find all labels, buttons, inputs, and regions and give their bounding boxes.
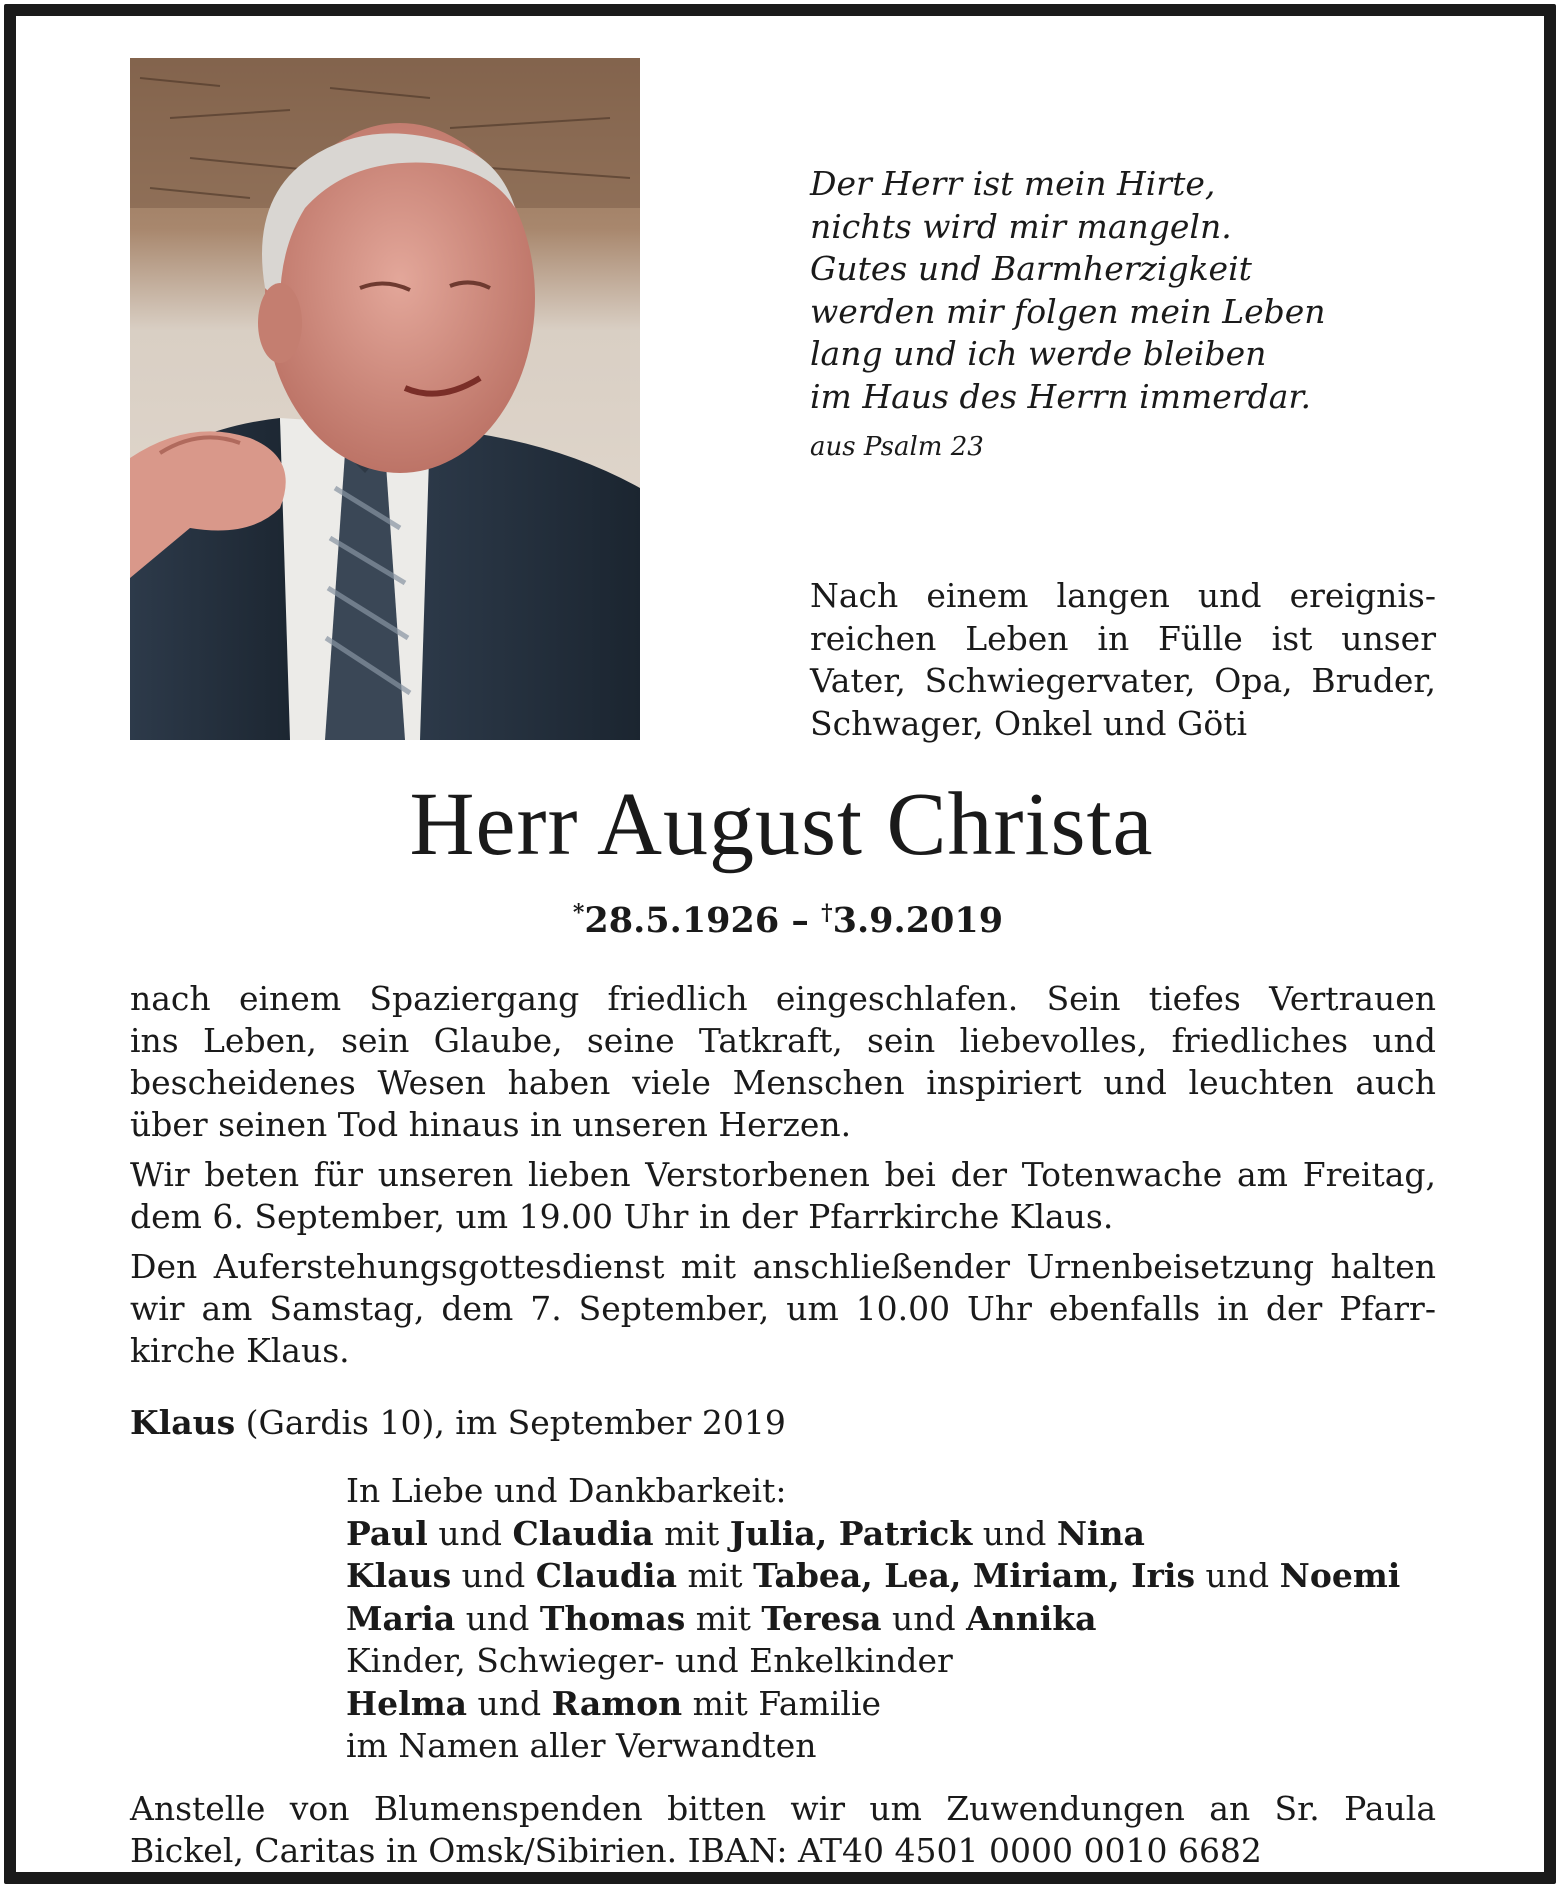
psalm-source: aus Psalm 23 bbox=[810, 432, 984, 462]
family-connector: mit bbox=[685, 1598, 762, 1638]
family-connector: und bbox=[467, 1683, 552, 1723]
family-connector: mit bbox=[653, 1513, 730, 1553]
intro-line: Nach einem langen und ereignis- bbox=[810, 576, 1436, 615]
family-connector: mit bbox=[676, 1556, 754, 1595]
family-name: Noemi bbox=[1279, 1556, 1401, 1595]
family-name: Claudia bbox=[512, 1513, 654, 1553]
body-line: kirche Klaus. bbox=[130, 1331, 350, 1370]
donation-line: Anstelle von Blumenspenden bitten wir um Zuwendungen an Sr. Paula bbox=[130, 1789, 1436, 1828]
psalm-line: Der Herr ist mein Hirte, bbox=[810, 164, 1216, 203]
family-row bbox=[346, 1683, 1446, 1726]
body-line: bescheidenes Wesen haben viele Menschen inspiriert und leuchten auch bbox=[130, 1063, 1436, 1102]
family-name: Thomas bbox=[539, 1598, 686, 1638]
family-name: Paul bbox=[346, 1513, 428, 1553]
family-heading: In Liebe und Dankbarkeit: bbox=[346, 1471, 787, 1510]
family-name: Julia, Patrick bbox=[729, 1513, 973, 1553]
family-name: Maria bbox=[346, 1598, 456, 1638]
donation-line: Bickel, Caritas in Omsk/Sibirien. IBAN: AT40 4501 0000 0010 6682 bbox=[130, 1831, 1262, 1870]
family-row bbox=[346, 1513, 1446, 1556]
family-name: Ramon bbox=[551, 1683, 683, 1723]
psalm-line: werden mir folgen mein Leben bbox=[810, 291, 1326, 331]
intro-line: Vater, Schwiegervater, Opa, Bruder, bbox=[810, 661, 1436, 700]
family-connector: und bbox=[455, 1598, 540, 1638]
deceased-name: Herr August Christa bbox=[409, 775, 1154, 874]
body-line: Den Auferstehungsgottesdienst mit anschließender Urnenbeisetzung halten bbox=[130, 1247, 1436, 1286]
family-name: Helma bbox=[346, 1683, 468, 1723]
birth-symbol: * bbox=[572, 900, 585, 926]
psalm-line: lang und ich werde bleiben bbox=[810, 334, 1267, 373]
family-row bbox=[346, 1555, 1446, 1598]
psalm-line: Gutes und Barmherzigkeit bbox=[810, 249, 1252, 288]
family-row: im Namen aller Verwandten bbox=[346, 1726, 817, 1765]
body-line: Wir beten für unseren lieben Verstorbenen bei der Totenwache am Freitag, bbox=[130, 1155, 1436, 1194]
portrait-photo bbox=[130, 58, 640, 740]
family-connector: und bbox=[972, 1513, 1057, 1553]
family-name: Claudia bbox=[535, 1556, 677, 1595]
family-name: Tabea, Lea, Miriam, Iris bbox=[753, 1556, 1196, 1595]
family-name: Nina bbox=[1056, 1513, 1145, 1553]
body-line: nach einem Spaziergang friedlich eingeschlafen. Sein tiefes Vertrauen bbox=[130, 979, 1436, 1018]
death-symbol: † bbox=[821, 900, 833, 926]
paragraph-passing bbox=[130, 978, 1436, 1146]
body-line: über seinen Tod hinaus in unseren Herzen. bbox=[130, 1105, 852, 1144]
body-line: wir am Samstag, dem 7. September, um 10.00 Uhr ebenfalls in der Pfarr- bbox=[130, 1289, 1436, 1328]
family-row: Kinder, Schwieger- und Enkelkinder bbox=[346, 1641, 953, 1680]
family-connector: und bbox=[451, 1556, 536, 1595]
family-name: Teresa bbox=[761, 1598, 882, 1638]
family-connector: und bbox=[1195, 1556, 1280, 1595]
place-rest: (Gardis 10), im September 2019 bbox=[235, 1403, 786, 1442]
place-and-date bbox=[130, 1402, 786, 1444]
paragraph-vigil bbox=[130, 1154, 1436, 1238]
intro-line: Schwager, Onkel und Göti bbox=[810, 703, 1248, 743]
body-line: dem 6. September, um 19.00 Uhr in der Pfarrkirche Klaus. bbox=[130, 1197, 1114, 1236]
intro-text bbox=[810, 575, 1436, 745]
family-signatures bbox=[346, 1470, 1446, 1768]
family-connector: und bbox=[427, 1513, 513, 1553]
obituary-body bbox=[130, 978, 1436, 1380]
birth-date: 28.5.1926 bbox=[584, 900, 780, 941]
place-town: Klaus bbox=[130, 1403, 236, 1442]
paragraph-service bbox=[130, 1246, 1436, 1372]
psalm-quote bbox=[810, 163, 1450, 469]
donation-note bbox=[130, 1788, 1436, 1872]
family-connector: mit Familie bbox=[682, 1683, 882, 1723]
date-separator: – bbox=[791, 900, 809, 941]
family-name: Klaus bbox=[346, 1556, 452, 1595]
family-connector: und bbox=[881, 1598, 967, 1638]
psalm-line: im Haus des Herrn immerdar. bbox=[810, 376, 1312, 416]
death-date: 3.9.2019 bbox=[832, 900, 1004, 941]
family-name: Annika bbox=[966, 1598, 1097, 1638]
psalm-line: nichts wird mir mangeln. bbox=[810, 206, 1232, 246]
portrait-illustration bbox=[130, 58, 640, 740]
body-line: ins Leben, sein Glaube, seine Tatkraft, sein liebevolles, friedliches und bbox=[130, 1021, 1436, 1060]
life-dates bbox=[0, 900, 1568, 941]
family-row bbox=[346, 1598, 1446, 1641]
intro-line: reichen Leben in Fülle ist unser bbox=[810, 618, 1436, 658]
